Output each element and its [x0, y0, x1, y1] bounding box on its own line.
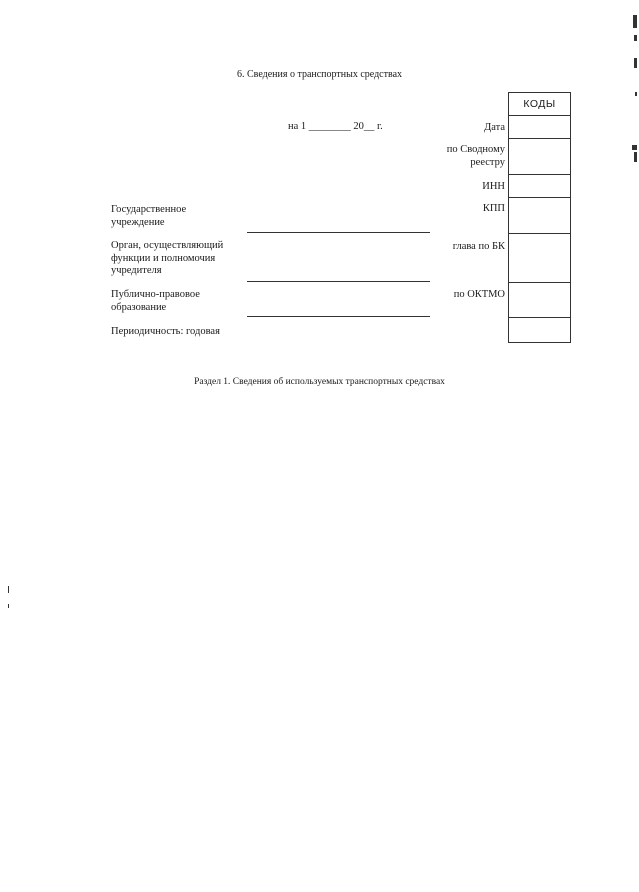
date-blank-field[interactable]: ________	[308, 121, 351, 132]
institution-underline	[247, 232, 430, 233]
scan-artifact	[633, 15, 637, 28]
label-founder: Орган, осуществляющий функции и полномочия учредителя	[111, 240, 224, 276]
code-cell-date[interactable]	[509, 116, 570, 138]
codes-table	[508, 92, 571, 343]
code-cell-inn[interactable]	[509, 175, 570, 197]
year-text: 20__ г.	[353, 121, 383, 132]
label-institution: Государственное учреждение	[111, 204, 187, 228]
scan-artifact	[634, 35, 637, 41]
form-title: 6. Сведения о транспортных средствах	[236, 69, 403, 80]
label-registry: по Сводному реестру	[446, 144, 505, 168]
scan-artifact	[635, 92, 637, 96]
code-cell-periodicity[interactable]	[509, 318, 570, 342]
label-inn: ИНН	[482, 181, 505, 192]
label-public-entity: Публично-правовое образование	[111, 289, 200, 313]
report-date-line	[288, 121, 383, 132]
scan-artifact	[8, 586, 9, 593]
scan-artifact	[634, 58, 637, 68]
public-entity-underline	[247, 316, 430, 317]
scan-artifact	[634, 152, 637, 162]
scan-artifact	[8, 604, 9, 608]
date-prefix: на 1	[288, 121, 307, 132]
label-budget-chapter: глава по БК	[452, 241, 505, 252]
section-title: Раздел 1. Сведения об используемых транспортных средствах	[194, 377, 445, 387]
code-cell-kpp[interactable]	[509, 198, 570, 233]
label-oktmo: по ОКТМО	[453, 289, 505, 300]
label-date: Дата	[484, 122, 505, 133]
founder-underline	[247, 281, 430, 282]
code-cell-budget-chapter[interactable]	[509, 234, 570, 282]
code-cell-oktmo[interactable]	[509, 283, 570, 317]
scan-artifact	[632, 145, 637, 150]
label-periodicity: Периодичность: годовая	[111, 326, 220, 337]
label-kpp: КПП	[482, 203, 505, 214]
code-cell-registry[interactable]	[509, 139, 570, 174]
codes-header: КОДЫ	[523, 98, 556, 110]
